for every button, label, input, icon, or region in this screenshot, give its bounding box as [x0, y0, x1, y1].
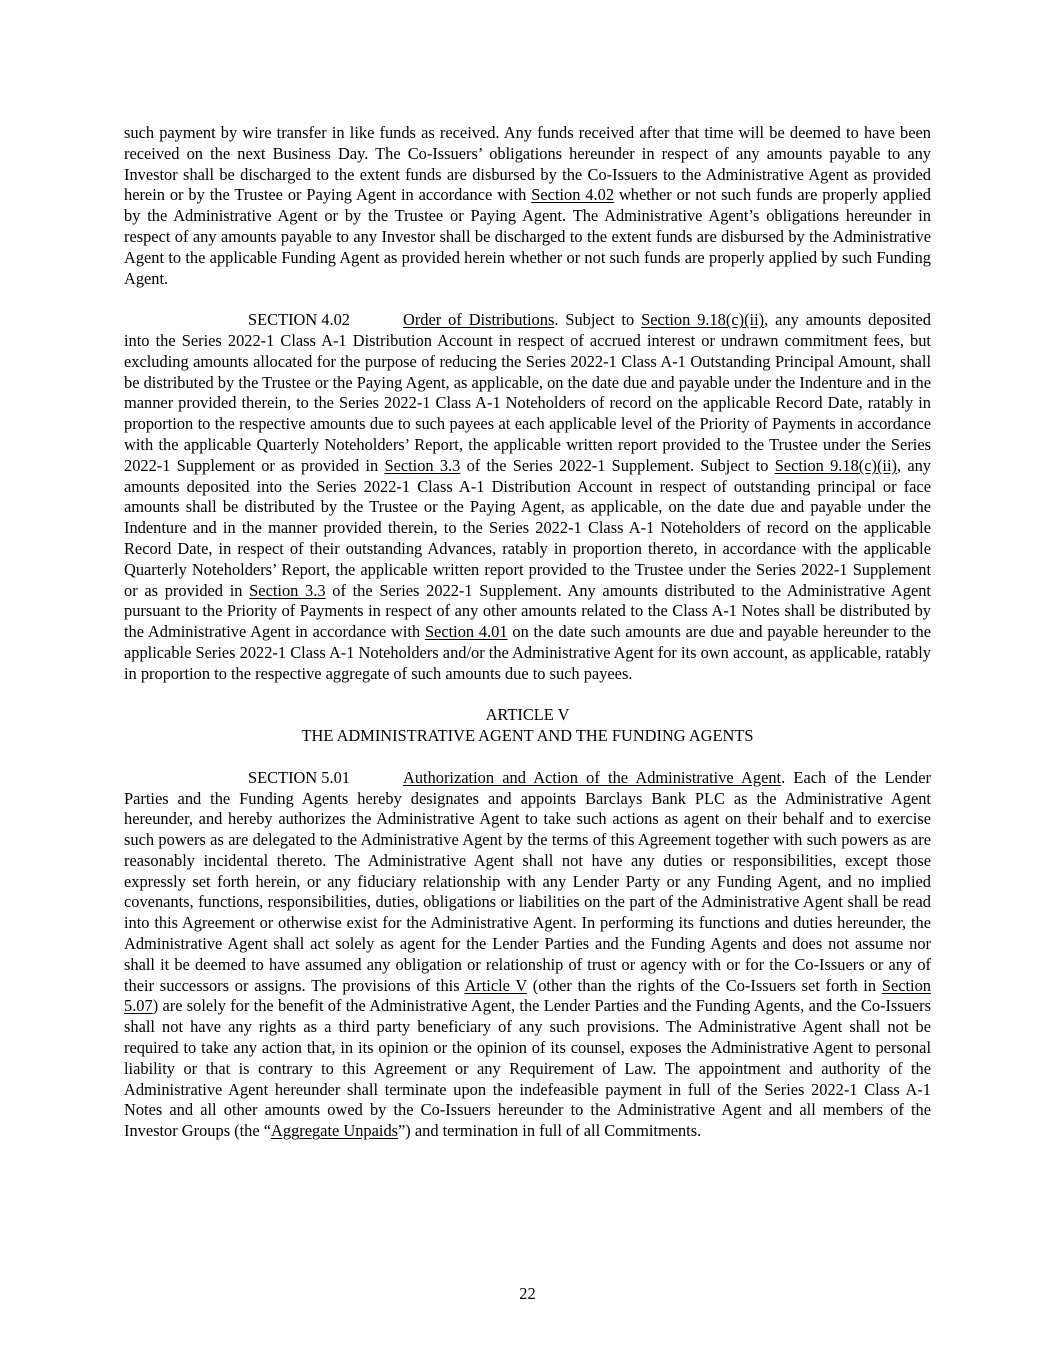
- article-title: THE ADMINISTRATIVE AGENT AND THE FUNDING AGENTS: [301, 726, 754, 746]
- cross-reference: Section 4.02: [531, 185, 615, 205]
- section-5-01: [124, 768, 931, 1142]
- text-run: . Subject to: [554, 310, 642, 330]
- article-heading-block: [124, 705, 931, 747]
- text-run: , any amounts deposited into the Series 2022-1 Class A-1 Distribution Account in respect of accrued interest or undrawn commitment fees, but excluding amounts allocated for the purpose of reducing the Series 2022-1 Class A-1 Outstanding Principal Amount, shall be distributed by the Trustee or the Paying Agent, as applicable, on the date due and payable under the Indenture and in the manner provided therein, to the Series 2022-1 Class A-1 Noteholders of record on the applicable Record Date, ratably in proportion to the respective amounts due to such payees at each applicable level of the Priority of Payments in accordance with the applicable Quarterly Noteholders’ Report, the applicable written report provided to the Trustee under the Series 2022-1 Supplement or as provided in: [124, 310, 931, 475]
- text-run: (other than the rights of the Co-Issuers set forth in: [526, 975, 882, 995]
- cross-reference: Section 4.01: [424, 622, 508, 642]
- defined-term: Aggregate Unpaids: [271, 1121, 399, 1141]
- text-run: ”) and termination in full of all Commitments.: [398, 1121, 702, 1141]
- section-heading: Order of Distributions: [403, 310, 555, 330]
- text-run: of the Series 2022-1 Supplement. Any amounts distributed to the Administrative Agent pursuant to the Priority of Payments in respect of any other amounts related to the Class A-1 Notes shall be distributed by the Administrative Agent in accordance with: [124, 580, 931, 642]
- text-run: , any amounts deposited into the Series 2022-1 Class A-1 Distribution Account in respect of outstanding principal or face amounts shall be distributed by the Trustee or the Paying Agent, as applicable, on the date due and payable under the Indenture and in the manner provided therein, to the Series 2022-1 Class A-1 Noteholders of record on the applicable Record Date, in respect of their outstanding Advances, ratably in proportion thereto, in accordance with the applicable Quarterly Noteholders’ Report, the applicable written report provided to the Trustee under the Series 2022-1 Supplement or as provided in: [124, 455, 931, 600]
- cross-reference: Article V: [464, 975, 527, 995]
- cross-reference: Section 9.18(c)(ii): [774, 455, 897, 475]
- text-run: whether or not such funds are properly applied by the Administrative Agent or by the Trustee or Paying Agent. The Administrative Agent’s obligations hereunder in respect of any amounts payable to any Investor shall be discharged to the extent funds are disbursed by the Administrative Agent to the applicable Funding Agent as provided herein whether or not such funds are properly applied by such Funding Agent.: [124, 185, 931, 288]
- article-number: ARTICLE V: [485, 705, 570, 725]
- cross-reference: Section 9.18(c)(ii): [641, 310, 765, 330]
- cross-reference: Section 5.07: [124, 975, 931, 1016]
- document-body: [124, 123, 931, 1163]
- section-4-02: [124, 310, 931, 684]
- text-run: on the date such amounts are due and payable hereunder to the applicable Series 2022-1 Class A-1 Noteholders and/or the Administrative Agent for its own account, as applicable, ratably in proportion to the respective aggregate of such amounts due to such payees.: [124, 622, 931, 683]
- cross-reference: Section 3.3: [384, 455, 461, 475]
- page-number: 22: [519, 1284, 536, 1303]
- section-heading: Authorization and Action of the Administrative Agent: [403, 767, 782, 787]
- paragraph-continuation: [124, 123, 931, 289]
- text-run: ) are solely for the benefit of the Administrative Agent, the Lender Parties and the Funding Agents, and the Co-Issuers shall not have any rights as a third party beneficiary of any such provisions. The Administrative Agent shall not be required to take any action that, in its opinion or the opinion of its counsel, exposes the Administrative Agent to personal liability or that is contrary to this Agreement or any Requirement of Law. The appointment and authority of the Administrative Agent hereunder shall terminate upon the indefeasible payment in full of the Series 2022-1 Class A-1 Notes and all other amounts owed by the Co-Issuers hereunder to the Administrative Agent and all members of the Investor Groups (the “: [124, 996, 931, 1141]
- text-run: . Each of the Lender Parties and the Funding Agents hereby designates and appoints Barclays Bank PLC as the Administrative Agent hereunder, and hereby authorizes the Administrative Agent to take such actions as agent on their behalf and to exercise such powers as are delegated to the Administrative Agent by the terms of this Agreement together with such powers as are reasonably incidental thereto. The Administrative Agent shall not have any duties or responsibilities, except those expressly set forth herein, or any fiduciary relationship with any Lender Party or any Funding Agent, and no implied covenants, functions, responsibilities, duties, obligations or liabilities on the part of the Administrative Agent shall be read into this Agreement or otherwise exist for the Administrative Agent. In performing its functions and duties hereunder, the Administrative Agent shall act solely as agent for the Lender Parties and the Funding Agents and does not assume nor shall it be deemed to have assumed any obligation or relationship of trust or agency with or for the Co-Issuers or any of their successors or assigns. The provisions of this: [124, 767, 931, 995]
- text-run: such payment by wire transfer in like funds as received. Any funds received after that time will be deemed to have been received on the next Business Day. The Co-Issuers’ obligations hereunder in respect of any amounts payable to any Investor shall be discharged to the extent funds are disbursed by the Co-Issuers to the Administrative Agent as provided herein or by the Trustee or Paying Agent in accordance with: [124, 123, 931, 205]
- text-run: of the Series 2022-1 Supplement. Subject to: [460, 455, 775, 475]
- section-number: SECTION 5.01: [248, 767, 350, 787]
- cross-reference: Section 3.3: [249, 580, 326, 600]
- section-number: SECTION 4.02: [248, 310, 350, 330]
